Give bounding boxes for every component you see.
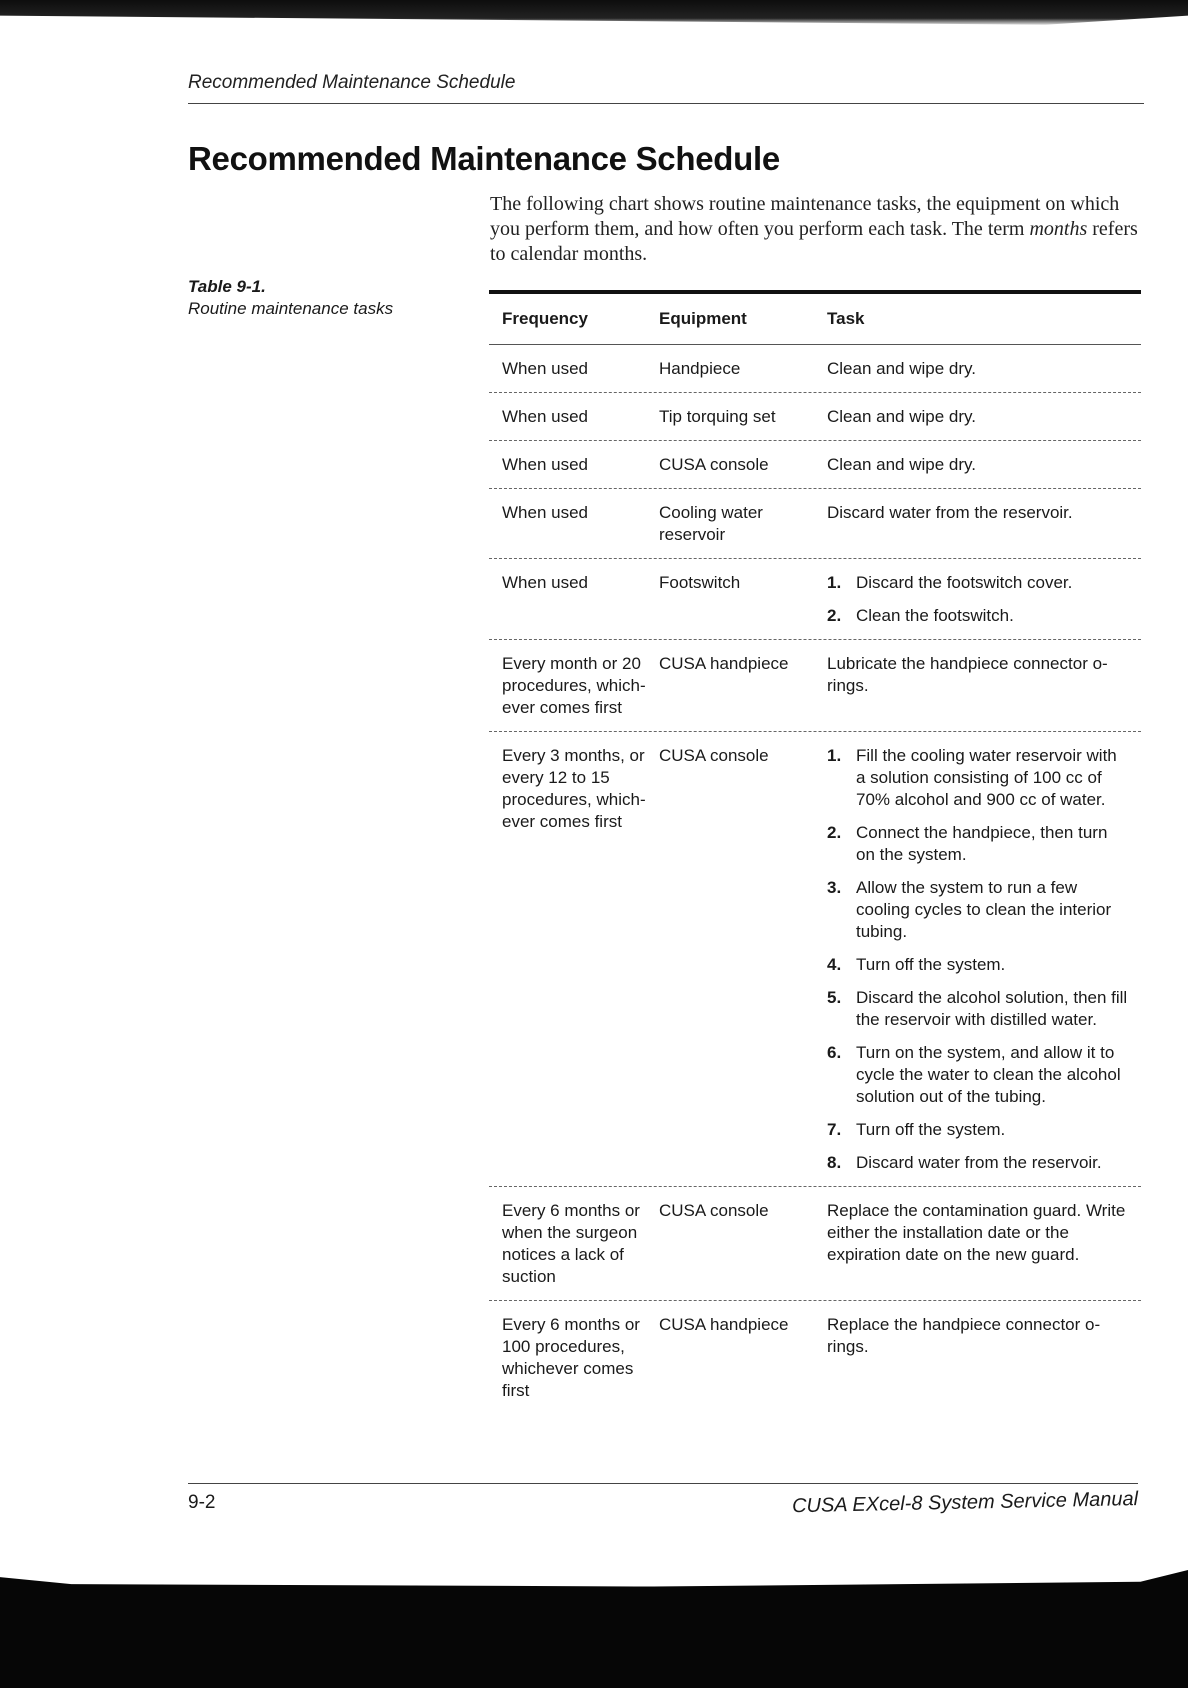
step-text: Clean the footswitch. (856, 606, 1014, 625)
table-row (489, 640, 1141, 732)
frequency-cell: Every 6 months or when the surgeon notices a lack of suction (502, 1201, 640, 1286)
frequency-cell: When used (502, 573, 588, 592)
task-cell: Clean and wipe dry. (827, 455, 976, 474)
task-step (827, 745, 1129, 811)
task-step (827, 1119, 1129, 1141)
intro-emphasis: months (1029, 218, 1088, 240)
step-text: Fill the cooling water reservoir with a solution consisting of 100 cc of 70% alcohol and 900 cc of water. (856, 746, 1117, 809)
task-cell: Replace the contamination guard. Write either the installation date or the expiration date on the new guard. (827, 1201, 1126, 1264)
equipment-cell: CUSA console (659, 1201, 769, 1220)
header-rule (188, 103, 1144, 104)
task-cell: Clean and wipe dry. (827, 407, 976, 426)
task-step (827, 1042, 1129, 1108)
step-number: 8. (827, 1153, 842, 1172)
task-step (827, 877, 1129, 943)
table-caption (188, 276, 393, 320)
step-number: 7. (827, 1120, 842, 1139)
step-number: 1. (827, 573, 842, 592)
task-cell (827, 745, 1141, 1174)
table-description: Routine maintenance tasks (188, 299, 394, 318)
equipment-cell: Handpiece (659, 359, 741, 378)
step-number: 2. (827, 823, 842, 842)
step-number: 5. (827, 988, 842, 1007)
step-text: Turn on the system, and allow it to cycle the water to clean the alcohol solution out of the tubing. (856, 1043, 1121, 1106)
table-row (489, 1187, 1141, 1301)
task-step (827, 822, 1129, 866)
table-row (489, 559, 1141, 640)
step-text: Allow the system to run a few cooling cycles to clean the interior tubing. (856, 878, 1112, 941)
intro-paragraph (490, 192, 1140, 267)
frequency-cell: When used (502, 407, 588, 426)
step-text: Discard the footswitch cover. (856, 573, 1073, 592)
step-text: Turn off the system. (856, 1120, 1006, 1139)
table-row (489, 489, 1141, 559)
table-header-row (489, 294, 1141, 345)
task-cell (827, 572, 1141, 627)
task-step (827, 572, 1129, 594)
step-number: 1. (827, 746, 842, 765)
frequency-cell: Every 3 months, or every 12 to 15 procedures, which-ever comes first (502, 746, 646, 831)
scan-shadow-top (0, 0, 1188, 26)
task-steps-list (827, 745, 1129, 1174)
table-row (489, 1301, 1141, 1414)
task-cell: Lubricate the handpiece connector o-rings. (827, 654, 1108, 695)
footer-rule (188, 1483, 1138, 1484)
intro-text-start: The following chart shows routine maintenance tasks, the equipment on which you perform them, and how often you perform each task. The term (490, 193, 1120, 240)
step-number: 3. (827, 878, 842, 897)
task-cell: Discard water from the reservoir. (827, 503, 1073, 522)
page-title: Recommended Maintenance Schedule (188, 140, 780, 177)
intro-text-end: refers to calendar months. (490, 218, 1138, 265)
maintenance-table (489, 290, 1141, 1414)
equipment-cell: Footswitch (659, 573, 741, 592)
step-number: 4. (827, 955, 842, 974)
equipment-cell: CUSA handpiece (659, 654, 789, 673)
frequency-cell: Every 6 months or 100 procedures, whichever comes first (502, 1315, 640, 1400)
equipment-cell: CUSA console (659, 455, 769, 474)
frequency-cell: When used (502, 455, 588, 474)
equipment-cell: CUSA handpiece (659, 1315, 789, 1334)
task-step (827, 605, 1129, 627)
step-number: 2. (827, 606, 842, 625)
step-text: Turn off the system. (856, 955, 1006, 974)
equipment-cell: Cooling water reservoir (659, 503, 763, 544)
task-step (827, 987, 1129, 1031)
frequency-cell: When used (502, 503, 588, 522)
task-step (827, 954, 1129, 976)
frequency-cell: When used (502, 359, 588, 378)
table-number: Table 9-1. (188, 277, 266, 296)
equipment-cell: Tip torquing set (659, 407, 776, 426)
table-row (489, 441, 1141, 489)
running-head: Recommended Maintenance Schedule (188, 72, 516, 93)
page-number: 9-2 (188, 1492, 216, 1513)
table-row (489, 732, 1141, 1187)
scan-shadow-bottom (0, 1570, 1188, 1688)
table-row (489, 345, 1141, 393)
manual-title: CUSA EXcel-8 System Service Manual (791, 1488, 1139, 1518)
header-task: Task (827, 309, 865, 328)
step-text: Discard the alcohol solution, then fill the reservoir with distilled water. (856, 988, 1128, 1029)
task-cell: Replace the handpiece connector o-rings. (827, 1315, 1101, 1356)
table-row (489, 393, 1141, 441)
task-steps-list (827, 572, 1129, 627)
task-cell: Clean and wipe dry. (827, 359, 976, 378)
step-number: 6. (827, 1043, 842, 1062)
header-equipment: Equipment (659, 309, 747, 328)
task-step (827, 1152, 1129, 1174)
table-body (489, 345, 1141, 1414)
equipment-cell: CUSA console (659, 746, 769, 765)
frequency-cell: Every month or 20 procedures, which-ever comes first (502, 654, 646, 717)
step-text: Connect the handpiece, then turn on the system. (856, 823, 1108, 864)
step-text: Discard water from the reservoir. (856, 1153, 1102, 1172)
header-frequency: Frequency (502, 309, 588, 328)
